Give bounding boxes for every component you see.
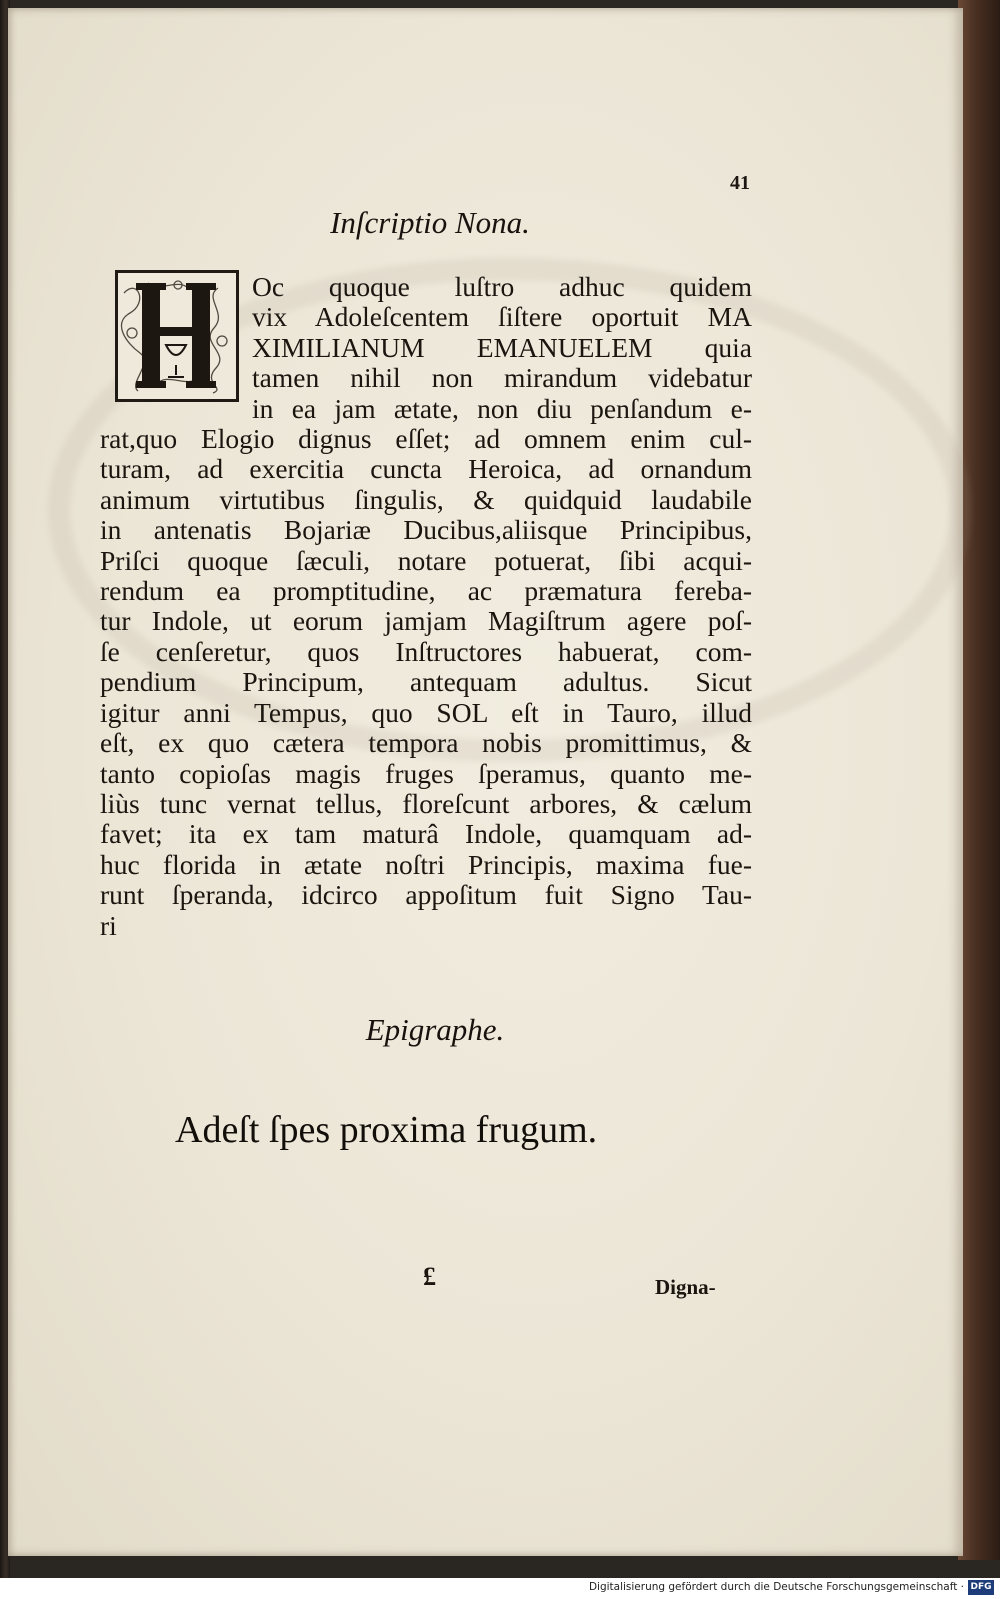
body-line: liùs tunc vernat tellus, floreſcunt arbores, & cælum <box>100 787 752 819</box>
epigraph-label: Epigraphe. <box>365 1012 505 1047</box>
body-line: eſt, ex quo cætera tempora nobis promittimus, & <box>100 727 752 759</box>
body-line: animum virtutibus ſingulis, & quidquid laudabile <box>100 483 752 515</box>
page-heading: Inſcriptio Nona. <box>330 205 530 240</box>
catchword: Digna- <box>655 1275 716 1299</box>
body-line: rat,quo Elogio dignus eſſet; ad omnem enim cul- <box>100 423 752 455</box>
body-line: tanto copioſas magis fruges ſperamus, quanto me- <box>100 757 752 789</box>
body-text <box>100 272 752 941</box>
body-line: igitur anni Tempus, quo SOL eſt in Tauro, illud <box>100 696 752 728</box>
body-line: tamen nihil non mirandum videbatur <box>252 362 752 394</box>
signature-mark: £ <box>423 1262 436 1291</box>
dfg-logo: DFG <box>968 1580 994 1595</box>
page-number: 41 <box>730 172 750 194</box>
body-line: ſe cenſeretur, quos Inſtructores habuerat, com- <box>100 635 752 667</box>
body-line: vix Adoleſcentem ſiſtere oportuit MA <box>252 301 752 333</box>
body-line: XIMILIANUM EMANUELEM quia <box>252 331 752 363</box>
body-line: favet; ita ex tam maturâ Indole, quamquam ad- <box>100 818 752 850</box>
body-line: tur Indole, ut eorum jamjam Magiſtrum agere poſ- <box>100 605 752 637</box>
body-line: huc florida in ætate noſtri Principis, maxima fue- <box>100 848 752 880</box>
body-line: in ea jam ætate, non diu penſandum e- <box>252 392 752 424</box>
body-line: turam, ad exercitia cuncta Heroica, ad ornandum <box>100 453 752 485</box>
motto-text: Adeſt ſpes proxima frugum. <box>175 1109 598 1151</box>
body-line: ri <box>100 909 117 941</box>
body-line: pendium Principum, antequam adultus. Sicut <box>100 666 752 698</box>
body-line: rendum ea promptitudine, ac præmatura fereba- <box>100 575 752 607</box>
footer-credit: Digitalisierung gefördert durch die Deutsche Forschungsgemeinschaft · <box>588 1581 964 1593</box>
body-line: in antenatis Bojariæ Ducibus,aliisque Principibus, <box>100 514 752 546</box>
body-line: runt ſperanda, idcirco appoſitum fuit Signo Tau- <box>100 879 752 911</box>
body-line: Priſci quoque ſæculi, notare potuerat, ſibi acqui- <box>100 544 752 576</box>
body-line: Oc quoque luſtro adhuc quidem <box>252 271 752 302</box>
book-cover-edge <box>958 0 1000 1560</box>
